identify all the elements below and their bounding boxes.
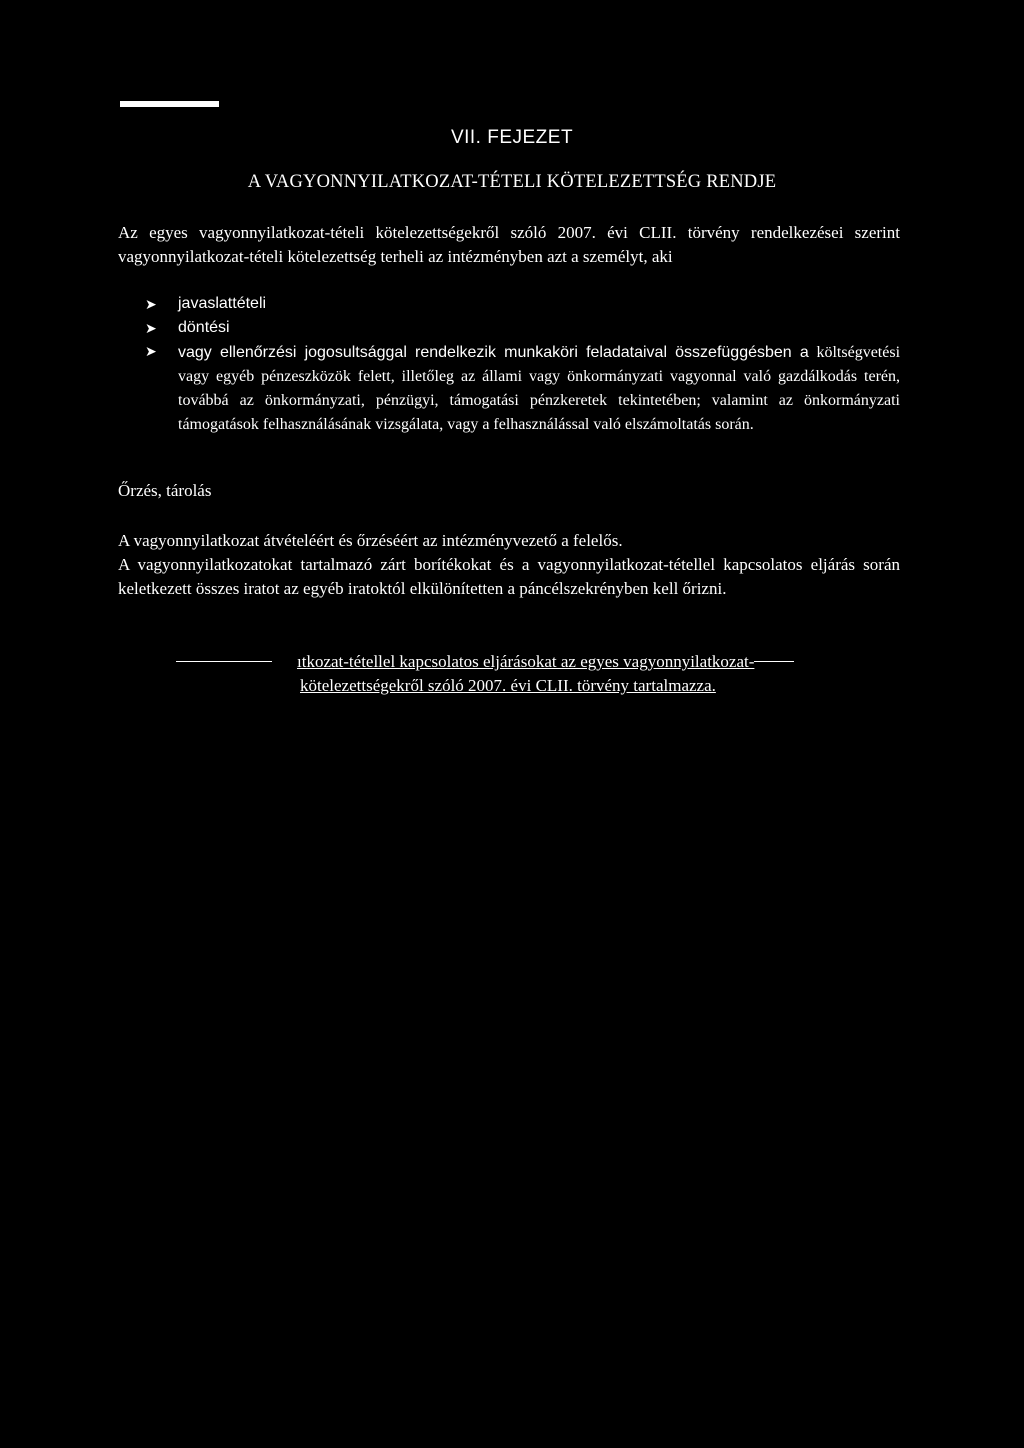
intro-paragraph: Az egyes vagyonnyilatkozat-tételi kötelezettségekről szóló 2007. évi CLII. törvény rendelkezései szerint vagyonnyilatkozat-tételi kötelezettség terheli az intézményben azt a személyt, aki	[118, 223, 900, 266]
authority-list	[145, 292, 900, 438]
list-item	[145, 341, 900, 438]
list-item	[145, 316, 900, 340]
list-item-label: javaslattételi	[178, 295, 267, 312]
footer-note-line-2: kötelezettségekről szóló 2007. évi CLII. törvény tartalmazza.	[300, 676, 716, 695]
list-item-continuation: költségvetési vagy egyéb pénzeszközök felett, illetőleg az állami vagy önkormányzati vagyonnal való gazdálkodás terén, továbbá az önkormányzati, pénzügyi, támogatási pénzkeretek tekintetében; valamint az önkormányzati támogatások felhasználásának vizsgálata, vagy a felhasználással való elszámoltatás során.	[178, 343, 901, 434]
list-item-label: döntési	[178, 319, 230, 337]
list-item-label: vagy ellenőrzési jogosultsággal rendelkezik munkaköri feladataival összefüggésben a	[178, 343, 809, 361]
footer-lead-rule	[176, 661, 272, 662]
chapter-title: A VAGYONNYILATKOZAT-TÉTELI KÖTELEZETTSÉG RENDJE	[247, 172, 777, 192]
header-rule	[120, 101, 219, 107]
footer-tail-rule	[754, 661, 794, 662]
arrow-bullet-icon: ➤	[145, 344, 157, 360]
chapter-heading: VII. FEJEZET	[450, 127, 574, 148]
footer-note-line-1	[176, 650, 906, 674]
list-item	[145, 292, 900, 316]
footer-note-text-1: ıtkozat-tétellel kapcsolatos eljárásokat az egyes vagyonnyilatkozat-	[297, 652, 755, 671]
arrow-bullet-icon: ➤	[145, 320, 157, 337]
storage-heading: Őrzés, tárolás	[118, 481, 212, 500]
footer-note	[176, 650, 906, 698]
storage-paragraph-1: A vagyonnyilatkozat átvételéért és őrzéséért az intézményvezető a felelős.	[118, 531, 623, 550]
arrow-bullet-icon: ➤	[145, 296, 157, 312]
storage-paragraph-2: A vagyonnyilatkozatokat tartalmazó zárt borítékokat és a vagyonnyilatkozat-tétellel kapcsolatos eljárás során keletkezett összes iratot az egyéb iratoktól elkülönítetten a páncélszekrényben kell őrizni.	[118, 555, 900, 598]
